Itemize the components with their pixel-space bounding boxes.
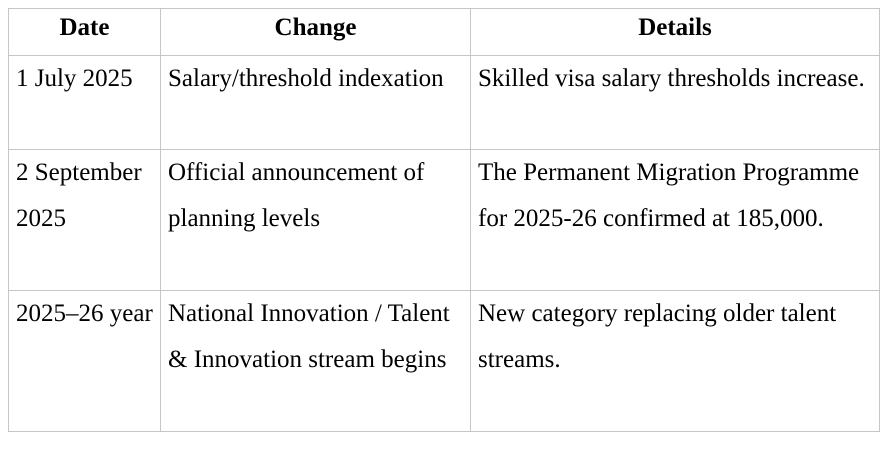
cell-details: New category replacing older talent streams.	[471, 291, 880, 432]
cell-details: Skilled visa salary thresholds increase.	[471, 56, 880, 150]
cell-details: The Permanent Migration Programme for 2025-26 confirmed at 185,000.	[471, 150, 880, 291]
cell-date: 2 September 2025	[9, 150, 161, 291]
cell-change: Salary/threshold indexation	[161, 56, 471, 150]
migration-changes-table	[8, 8, 880, 432]
cell-change: Official announcement of planning levels	[161, 150, 471, 291]
header-details: Details	[471, 9, 880, 56]
header-date: Date	[9, 9, 161, 56]
table-row	[9, 150, 880, 291]
table-header-row	[9, 9, 880, 56]
cell-date: 2025–26 year	[9, 291, 161, 432]
cell-change: National Innovation / Talent & Innovation stream begins	[161, 291, 471, 432]
document-body	[8, 8, 879, 432]
header-change: Change	[161, 9, 471, 56]
table-row	[9, 291, 880, 432]
table-row	[9, 56, 880, 150]
cell-date: 1 July 2025	[9, 56, 161, 150]
